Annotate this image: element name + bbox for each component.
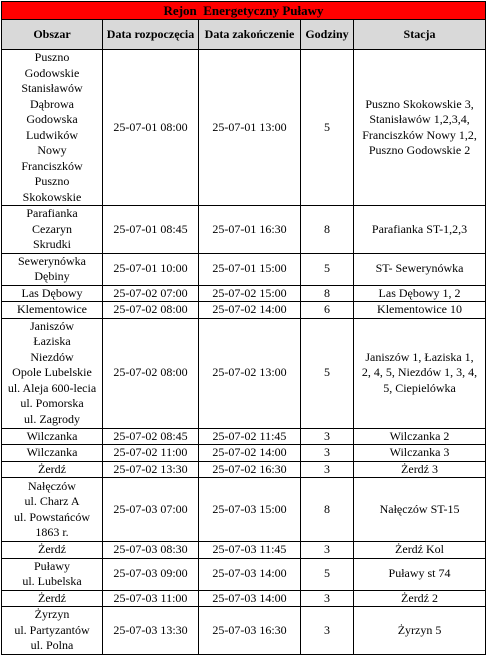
station-cell: Wilczanka 2	[354, 428, 486, 445]
hours-cell: 6	[301, 302, 354, 319]
outage-schedule-table	[1, 1, 486, 655]
station-cell: Żyrzyn 5	[354, 607, 486, 655]
station-cell: Klementowice 10	[354, 302, 486, 319]
table-row	[2, 607, 486, 655]
table-row	[2, 590, 486, 607]
hours-cell: 8	[301, 206, 354, 254]
table-row	[2, 302, 486, 319]
table-title: Rejon Energetyczny Puławy	[2, 2, 486, 20]
end-date-cell: 25-07-02 16:30	[199, 461, 301, 478]
end-date-cell: 25-07-01 16:30	[199, 206, 301, 254]
station-cell: Żerdź 2	[354, 590, 486, 607]
end-date-cell: 25-07-03 15:00	[199, 478, 301, 542]
station-cell: Wilczanka 3	[354, 445, 486, 462]
obszar-cell: Żerdź	[2, 590, 103, 607]
obszar-cell: Puławy ul. Lubelska	[2, 558, 103, 590]
hours-cell: 5	[301, 253, 354, 285]
end-date-cell: 25-07-03 16:30	[199, 607, 301, 655]
station-cell: Janiszów 1, Łaziska 1, 2, 4, 5, Niezdów 1, 3, 4, 5, Ciepielówka	[354, 318, 486, 428]
table-row	[2, 253, 486, 285]
hours-cell: 3	[301, 461, 354, 478]
column-header-station: Stacja	[354, 20, 486, 50]
hours-cell: 5	[301, 50, 354, 206]
station-cell: Żerdź 3	[354, 461, 486, 478]
obszar-cell: Żyrzyn ul. Partyzantów ul. Polna	[2, 607, 103, 655]
obszar-cell: Puszno Godowskie Stanisławów Dąbrowa Godowska Ludwików Nowy Franciszków Puszno Skokowskie	[2, 50, 103, 206]
end-date-cell: 25-07-02 14:00	[199, 302, 301, 319]
obszar-cell: Żerdź	[2, 461, 103, 478]
end-date-cell: 25-07-03 14:00	[199, 590, 301, 607]
hours-cell: 5	[301, 318, 354, 428]
start-date-cell: 25-07-02 11:00	[103, 445, 199, 462]
station-cell: Puławy st 74	[354, 558, 486, 590]
hours-cell: 3	[301, 428, 354, 445]
end-date-cell: 25-07-02 14:00	[199, 445, 301, 462]
hours-cell: 3	[301, 607, 354, 655]
start-date-cell: 25-07-03 11:00	[103, 590, 199, 607]
station-cell: Las Dębowy 1, 2	[354, 285, 486, 302]
hours-cell: 3	[301, 590, 354, 607]
start-date-cell: 25-07-03 08:30	[103, 542, 199, 559]
start-date-cell: 25-07-02 13:30	[103, 461, 199, 478]
start-date-cell: 25-07-03 09:00	[103, 558, 199, 590]
start-date-cell: 25-07-01 08:00	[103, 50, 199, 206]
end-date-cell: 25-07-02 15:00	[199, 285, 301, 302]
start-date-cell: 25-07-03 13:30	[103, 607, 199, 655]
start-date-cell: 25-07-02 08:00	[103, 302, 199, 319]
table-row	[2, 318, 486, 428]
obszar-cell: Nałęczów ul. Charz A ul. Powstańców 1863 r.	[2, 478, 103, 542]
hours-cell: 3	[301, 542, 354, 559]
hours-cell: 5	[301, 558, 354, 590]
table-row	[2, 542, 486, 559]
end-date-cell: 25-07-02 13:00	[199, 318, 301, 428]
column-header-hours: Godziny	[301, 20, 354, 50]
obszar-cell: Wilczanka	[2, 428, 103, 445]
header-row	[2, 20, 486, 50]
table-row	[2, 558, 486, 590]
station-cell: Parafianka ST-1,2,3	[354, 206, 486, 254]
title-row	[2, 2, 486, 20]
table-row	[2, 206, 486, 254]
column-header-start-date: Data rozpoczęcia	[103, 20, 199, 50]
table-row	[2, 461, 486, 478]
obszar-cell: Żerdź	[2, 542, 103, 559]
obszar-cell: Janiszów Łaziska Niezdów Opole Lubelskie ul. Aleja 600-lecia ul. Pomorska ul. Zagrody	[2, 318, 103, 428]
end-date-cell: 25-07-01 13:00	[199, 50, 301, 206]
end-date-cell: 25-07-01 15:00	[199, 253, 301, 285]
column-header-end-date: Data zakończenie	[199, 20, 301, 50]
obszar-cell: Sewerynówka Dębiny	[2, 253, 103, 285]
hours-cell: 8	[301, 285, 354, 302]
hours-cell: 3	[301, 445, 354, 462]
table-row	[2, 50, 486, 206]
start-date-cell: 25-07-03 07:00	[103, 478, 199, 542]
end-date-cell: 25-07-03 14:00	[199, 558, 301, 590]
station-cell: ST- Sewerynówka	[354, 253, 486, 285]
obszar-cell: Parafianka Cezaryn Skrudki	[2, 206, 103, 254]
end-date-cell: 25-07-03 11:45	[199, 542, 301, 559]
obszar-cell: Wilczanka	[2, 445, 103, 462]
start-date-cell: 25-07-02 08:00	[103, 318, 199, 428]
table-row	[2, 478, 486, 542]
obszar-cell: Las Dębowy	[2, 285, 103, 302]
obszar-cell: Klementowice	[2, 302, 103, 319]
end-date-cell: 25-07-02 11:45	[199, 428, 301, 445]
table-row	[2, 285, 486, 302]
start-date-cell: 25-07-01 08:45	[103, 206, 199, 254]
start-date-cell: 25-07-01 10:00	[103, 253, 199, 285]
station-cell: Żerdź Kol	[354, 542, 486, 559]
column-header-obszar: Obszar	[2, 20, 103, 50]
station-cell: Puszno Skokowskie 3, Stanisławów 1,2,3,4, Franciszków Nowy 1,2, Puszno Godowskie 2	[354, 50, 486, 206]
station-cell: Nałęczów ST-15	[354, 478, 486, 542]
start-date-cell: 25-07-02 08:45	[103, 428, 199, 445]
hours-cell: 8	[301, 478, 354, 542]
table-row	[2, 428, 486, 445]
start-date-cell: 25-07-02 07:00	[103, 285, 199, 302]
table-row	[2, 445, 486, 462]
